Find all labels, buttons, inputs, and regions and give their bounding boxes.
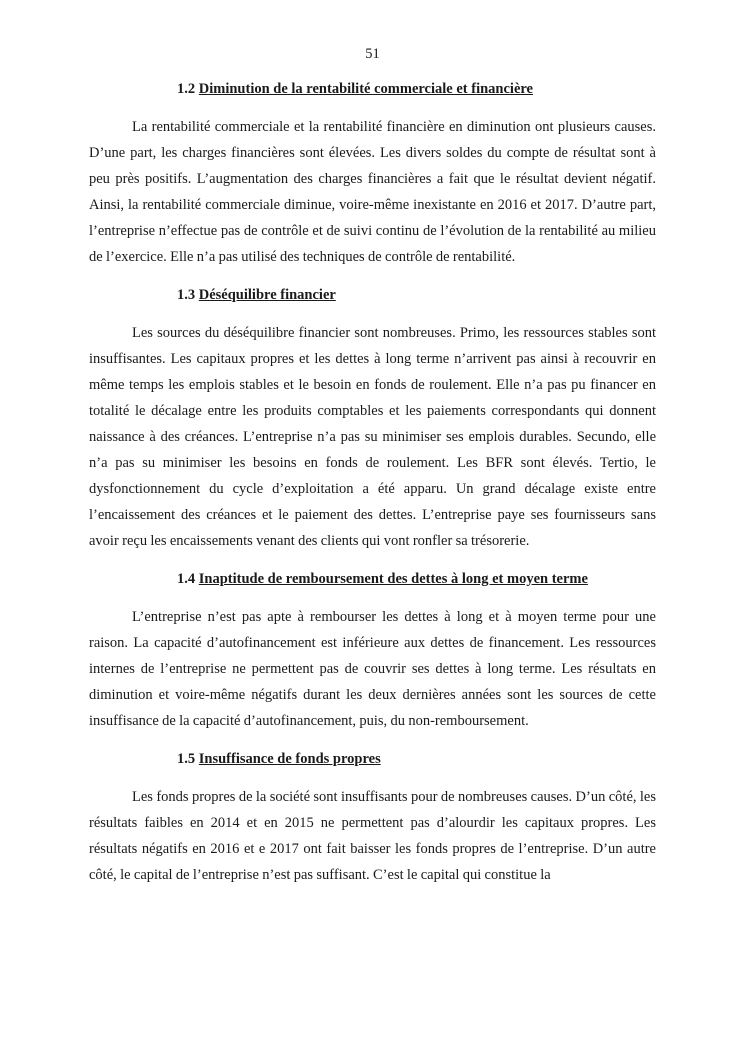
section-heading-1-3 bbox=[89, 282, 656, 308]
section-number: 1.3 bbox=[177, 287, 196, 303]
section-heading-1-2 bbox=[89, 76, 656, 102]
section-number: 1.5 bbox=[177, 751, 196, 767]
section-number: 1.2 bbox=[177, 81, 196, 97]
section-title: Déséquilibre financier bbox=[198, 287, 336, 303]
section-paragraph-1-3: Les sources du déséquilibre financier sont nombreuses. Primo, les ressources stables sont insuffisantes. Les capitaux propres et les dettes à long terme n’arrivent pas ainsi à recouvrir en même temps les emplois stables et le besoin en fonds de roulement. Elle n’a pas pu financer en totalité le décalage entre les produits comptables et les paiements correspondants qui donnent naissance à des créances. L’entreprise n’a pas su minimiser ses emplois durables. Secundo, elle n’a pas su minimiser les besoins en fonds de roulement. Les BFR sont élevés. Tertio, le dysfonctionnement du cycle d’exploitation a été apparu. Un grand décalage existe entre l’encaissement des créances et le paiement des dettes. L’entreprise paye ses fournisseurs sans avoir reçu les encaissements venant des clients qui vont ronfler sa trésorerie. bbox=[89, 325, 656, 549]
section-title: Inaptitude de remboursement des dettes à long et moyen terme bbox=[198, 571, 588, 587]
section-paragraph-1-4: L’entreprise n’est pas apte à rembourser les dettes à long et à moyen terme pour une raison. La capacité d’autofinancement est inférieure aux dettes de financement. Les ressources internes de l’entreprise ne permettent pas de couvrir ses dettes à long terme. Les résultats en diminution et voire-même négatifs durant les deux dernières années sont les sources de cette insuffisance de la capacité d’autofinancement, puis, du non-remboursement. bbox=[89, 609, 656, 729]
section-title: Diminution de la rentabilité commerciale et financière bbox=[198, 81, 533, 97]
section-paragraph-1-2: La rentabilité commerciale et la rentabilité financière en diminution ont plusieurs causes. D’une part, les charges financières sont élevées. Les divers soldes du compte de résultat sont à peu près positifs. L’augmentation des charges financières a fait que le résultat devient négatif. Ainsi, la rentabilité commerciale diminue, voire-même inexistante en 2016 et 2017. D’autre part, l’entreprise n’effectue pas de contrôle et de suivi continu de l’évolution de la rentabilité au milieu de l’exercice. Elle n’a pas utilisé des techniques de contrôle de rentabilité. bbox=[89, 119, 656, 265]
section-title: Insuffisance de fonds propres bbox=[198, 751, 381, 767]
section-heading-1-4 bbox=[89, 566, 656, 592]
page-number: 51 bbox=[365, 46, 380, 62]
section-paragraph-1-5: Les fonds propres de la société sont insuffisants pour de nombreuses causes. D’un côté, les résultats faibles en 2014 et en 2015 ne permettent pas d’alourdir les capitaux propres. Les résultats négatifs en 2016 et e 2017 ont fait baisser les fonds propres de l’entreprise. D’un autre côté, le capital de l’entreprise n’est pas suffisant. C’est le capital qui constitue la bbox=[89, 789, 656, 883]
page-content bbox=[89, 76, 656, 900]
section-number: 1.4 bbox=[177, 571, 196, 587]
section-heading-1-5 bbox=[89, 746, 656, 772]
